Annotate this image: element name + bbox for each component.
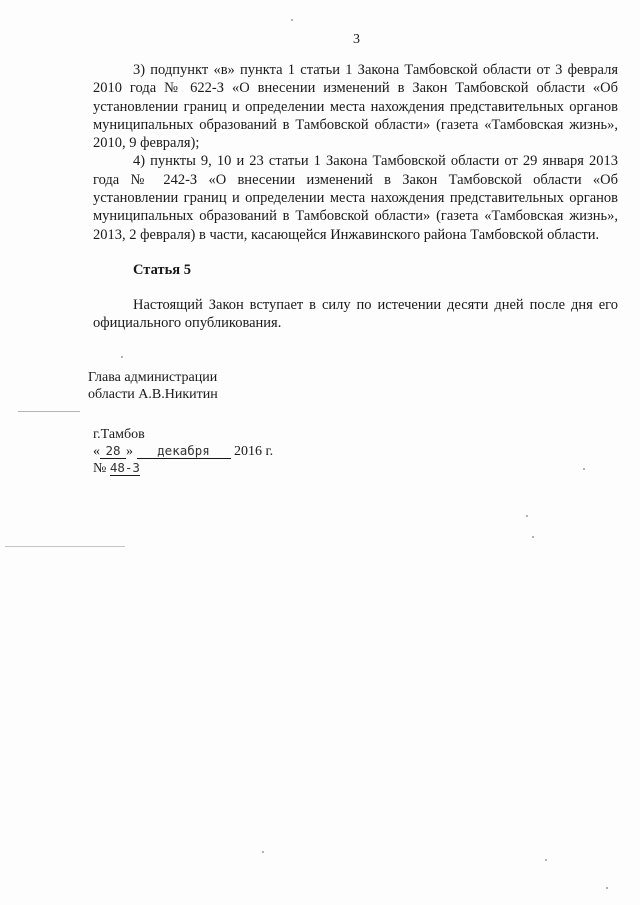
scan-speck bbox=[262, 851, 264, 853]
place-of-signing: г.Тамбов bbox=[93, 427, 145, 442]
article-text: Настоящий Закон вступает в силу по истечении десяти дней после дня его официального опубликования. bbox=[93, 297, 618, 332]
number-line bbox=[93, 460, 140, 477]
scan-speck bbox=[583, 468, 585, 470]
date-open-quote: « bbox=[93, 444, 100, 459]
scan-speck bbox=[121, 356, 123, 358]
date-month: декабря bbox=[137, 444, 231, 459]
number-sign: № bbox=[93, 461, 107, 476]
signature-block bbox=[88, 369, 218, 403]
signature-title: Глава администрации bbox=[88, 370, 218, 385]
scan-artifact-line bbox=[18, 411, 80, 412]
scan-speck bbox=[532, 536, 534, 538]
law-number: 48-З bbox=[109, 460, 140, 475]
scan-speck bbox=[545, 859, 547, 861]
page-number: 3 bbox=[353, 32, 360, 47]
article-heading: Статья 5 bbox=[133, 262, 191, 278]
paragraph-list bbox=[93, 61, 618, 244]
scan-speck bbox=[291, 19, 293, 21]
date-day: 28 bbox=[100, 444, 126, 459]
scan-speck bbox=[526, 515, 528, 517]
scan-artifact-line bbox=[5, 546, 125, 547]
date-line bbox=[93, 443, 273, 460]
paragraph-item-4: 4) пункты 9, 10 и 23 статьи 1 Закона Тамбовской области от 29 января 2013 года № 242-З «О внесении изменений в Закон Тамбовской области «Об установлении границ и определении места нахождения представительных органов муниципальных образований в Тамбовской области» (газета «Тамбовская жизнь», 2013, 2 февраля) в части, касающейся Инжавинского района Тамбовской области. bbox=[93, 153, 618, 243]
article-body bbox=[93, 296, 618, 333]
date-close-quote: » bbox=[126, 444, 133, 459]
date-year: 2016 г. bbox=[234, 444, 274, 459]
signature-name: области А.В.Никитин bbox=[88, 387, 218, 402]
scan-speck bbox=[606, 887, 608, 889]
paragraph-item-3: 3) подпункт «в» пункта 1 статьи 1 Закона Тамбовской области от 3 февраля 2010 года № 622-З «О внесении изменений в Закон Тамбовской области «Об установлении границ и определении места нахождения представительных органов муниципальных образований в Тамбовской области» (газета «Тамбовская жизнь», 2010, 9 февраля); bbox=[93, 62, 618, 152]
